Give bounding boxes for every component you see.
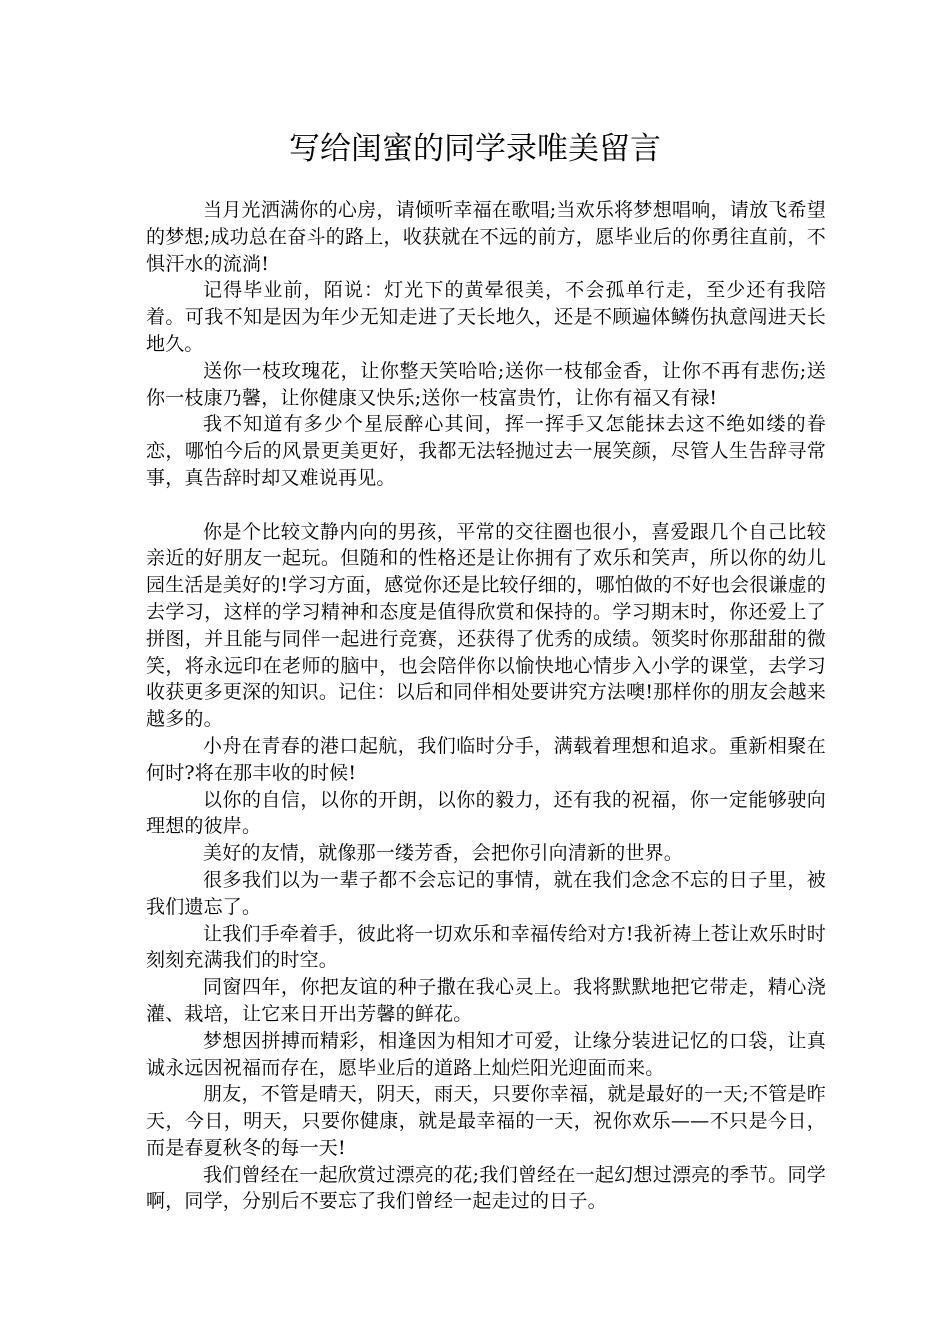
paragraph: 很多我们以为一辈子都不会忘记的事情，就在我们念念不忘的日子里，被我们遗忘了。 [146, 868, 826, 918]
paragraph: 我们曾经在一起欣赏过漂亮的花;我们曾经在一起幻想过漂亮的季节。同学啊，同学，分别后不要忘了我们曾经一起走过的日子。 [146, 1163, 826, 1213]
paragraph: 梦想因拼搏而精彩，相逢因为相知才可爱，让缘分装进记忆的口袋，让真诚永远因祝福而存在，愿毕业后的道路上灿烂阳光迎面而来。 [146, 1029, 826, 1079]
paragraph: 你是个比较文静内向的男孩，平常的交往圈也很小，喜爱跟几个自己比较亲近的好朋友一起玩。但随和的性格还是让你拥有了欢乐和笑声，所以你的幼儿园生活是美好的!学习方面，感觉你还是比较仔细的，哪怕做的不好也会很谦虚的去学习，这样的学习精神和态度是值得欣赏和保持的。学习期末时，你还爱上了拼图，并且能与同伴一起进行竞赛，还获得了优秀的成绩。领奖时你那甜甜的微笑，将永远印在老师的脑中，也会陪伴你以愉快地心情步入小学的课堂，去学习收获更多更深的知识。记住：以后和同伴相处要讲究方法噢!那样你的朋友会越来越多的。 [146, 520, 826, 731]
paragraph: 小舟在青春的港口起航，我们临时分手，满载着理想和追求。重新相聚在何时?将在那丰收的时候! [146, 734, 826, 784]
paragraph: 朋友，不管是晴天，阴天，雨天，只要你幸福，就是最好的一天;不管是昨天，今日，明天，只要你健康，就是最幸福的一天，祝你欢乐——不只是今日，而是春夏秋冬的每一天! [146, 1083, 826, 1159]
paragraph: 同窗四年，你把友谊的种子撒在我心灵上。我将默默地把它带走，精心浇灌、栽培，让它来日开出芳馨的鲜花。 [146, 976, 826, 1025]
document-body [146, 197, 826, 1215]
paragraph: 记得毕业前，陌说：灯光下的黄晕很美，不会孤单行走，至少还有我陪着。可我不知是因为年少无知走进了天长地久，还是不顾遍体鳞伤执意闯进天长地久。 [146, 279, 826, 355]
paragraph: 我不知道有多少个星辰醉心其间，挥一挥手又怎能抹去这不绝如缕的眷恋，哪怕今后的风景更美更好，我都无法轻抛过去一展笑颜，尽管人生告辞寻常事，真告辞时却又难说再见。 [146, 413, 826, 489]
paragraph: 美好的友情，就像那一缕芳香，会把你引向清新的世界。 [203, 842, 684, 865]
paragraph: 当月光洒满你的心房，请倾听幸福在歌唱;当欢乐将梦想唱响，请放飞希望的梦想;成功总在奋斗的路上，收获就在不远的前方，愿毕业后的你勇往直前，不惧汗水的流淌! [146, 199, 826, 275]
paragraph: 让我们手牵着手，彼此将一切欢乐和幸福传给对方!我祈祷上苍让欢乐时时刻刻充满我们的时空。 [146, 922, 826, 972]
paragraph: 送你一枝玫瑰花，让你整天笑哈哈;送你一枝郁金香，让你不再有悲伤;送你一枝康乃馨，让你健康又快乐;送你一枝富贵竹，让你有福又有禄! [146, 359, 826, 409]
paragraph: 以你的自信，以你的开朗，以你的毅力，还有我的祝福，你一定能够驶向理想的彼岸。 [146, 788, 826, 838]
document-title: 写给闺蜜的同学录唯美留言 [289, 131, 661, 167]
